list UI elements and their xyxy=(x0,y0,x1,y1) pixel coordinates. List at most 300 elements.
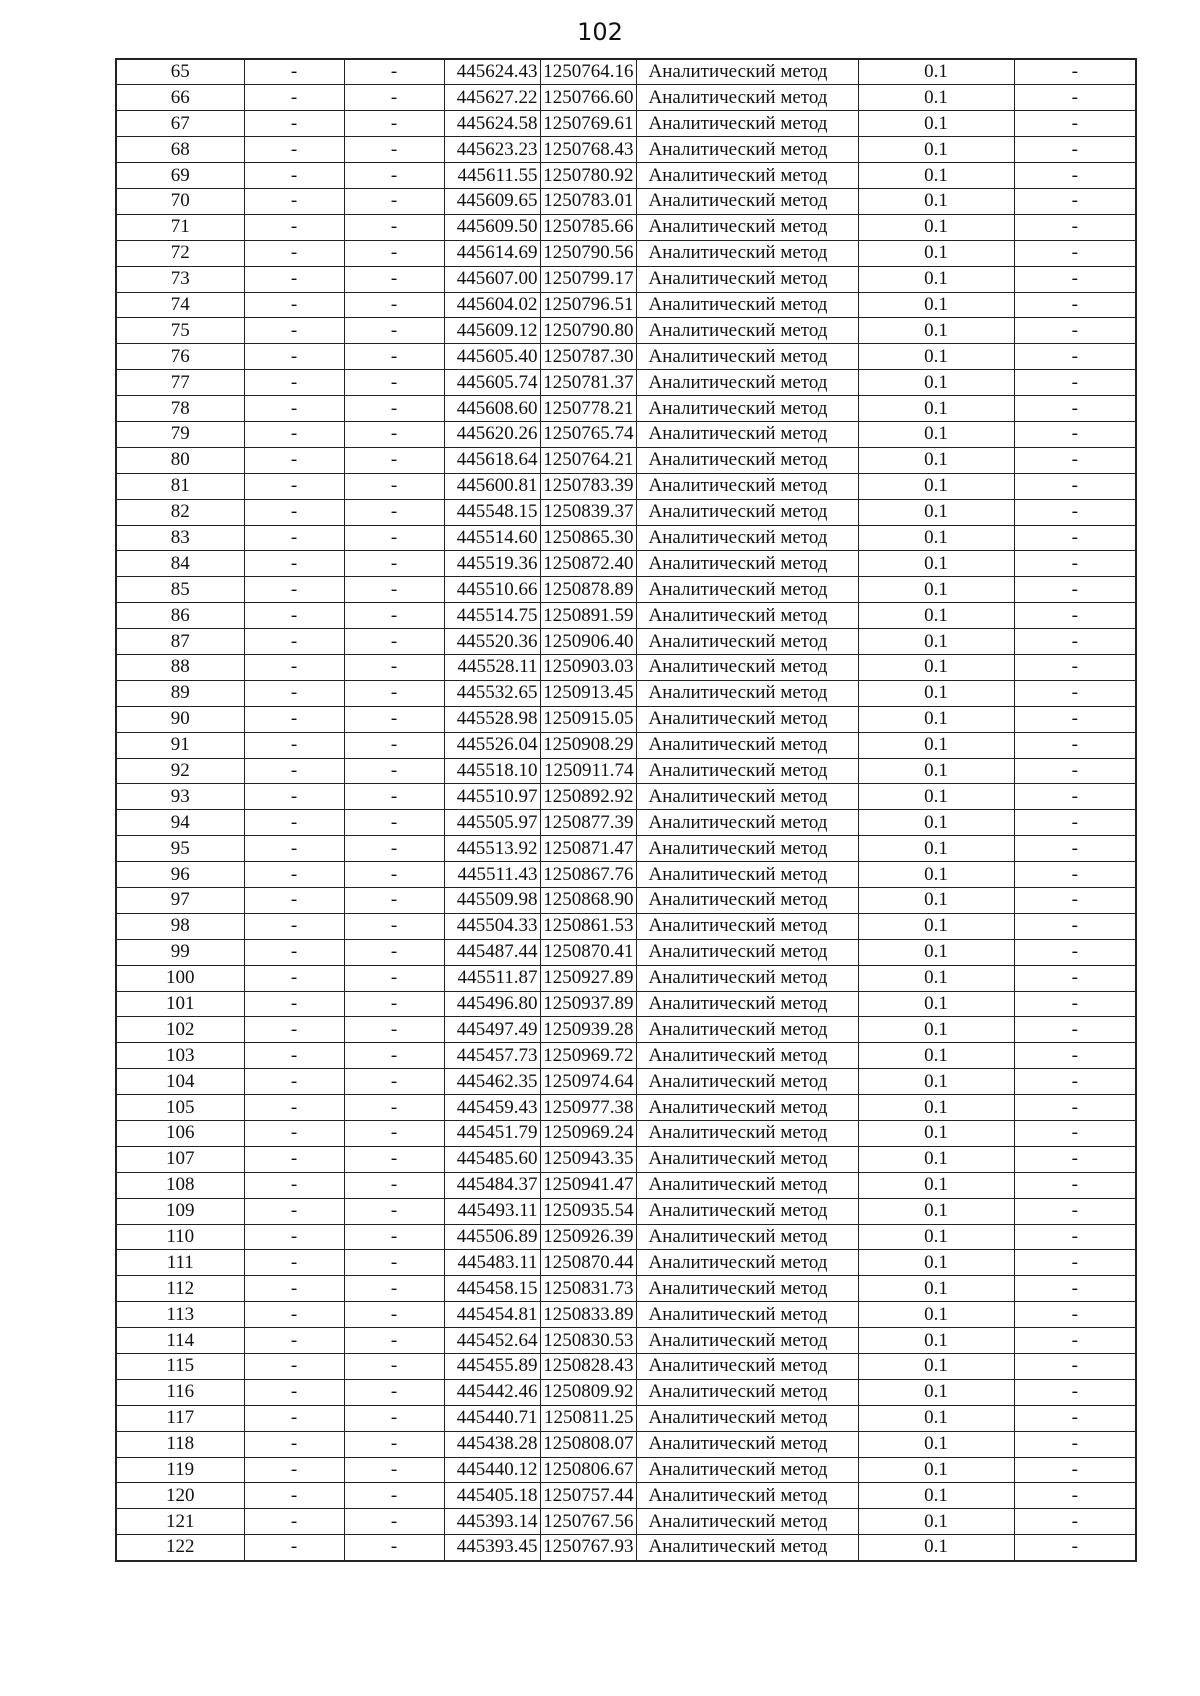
dash-cell: - xyxy=(344,654,444,680)
y-coordinate-cell: 1250908.29 xyxy=(540,732,636,758)
x-coordinate-cell: 445627.22 xyxy=(444,85,540,111)
dash-cell: - xyxy=(244,1509,344,1535)
point-number-cell: 70 xyxy=(116,188,244,214)
dash-cell: - xyxy=(1014,1069,1136,1095)
y-coordinate-cell: 1250768.43 xyxy=(540,137,636,163)
table-row xyxy=(116,965,1136,991)
accuracy-cell: 0.1 xyxy=(858,577,1014,603)
method-cell: Аналитический метод xyxy=(636,862,858,888)
accuracy-cell: 0.1 xyxy=(858,680,1014,706)
dash-cell: - xyxy=(1014,836,1136,862)
y-coordinate-cell: 1250927.89 xyxy=(540,965,636,991)
dash-cell: - xyxy=(1014,292,1136,318)
x-coordinate-cell: 445483.11 xyxy=(444,1250,540,1276)
dash-cell: - xyxy=(244,577,344,603)
method-cell: Аналитический метод xyxy=(636,603,858,629)
dash-cell: - xyxy=(344,1354,444,1380)
method-cell: Аналитический метод xyxy=(636,965,858,991)
dash-cell: - xyxy=(1014,1250,1136,1276)
method-cell: Аналитический метод xyxy=(636,577,858,603)
y-coordinate-cell: 1250943.35 xyxy=(540,1146,636,1172)
page-number: 102 xyxy=(577,18,623,46)
x-coordinate-cell: 445442.46 xyxy=(444,1379,540,1405)
dash-cell: - xyxy=(244,1017,344,1043)
y-coordinate-cell: 1250913.45 xyxy=(540,680,636,706)
table-row xyxy=(116,1095,1136,1121)
point-number-cell: 93 xyxy=(116,784,244,810)
dash-cell: - xyxy=(1014,163,1136,189)
dash-cell: - xyxy=(244,214,344,240)
x-coordinate-cell: 445609.65 xyxy=(444,188,540,214)
dash-cell: - xyxy=(244,965,344,991)
point-number-cell: 71 xyxy=(116,214,244,240)
point-number-cell: 120 xyxy=(116,1483,244,1509)
method-cell: Аналитический метод xyxy=(636,421,858,447)
dash-cell: - xyxy=(244,421,344,447)
method-cell: Аналитический метод xyxy=(636,1276,858,1302)
accuracy-cell: 0.1 xyxy=(858,836,1014,862)
accuracy-cell: 0.1 xyxy=(858,1121,1014,1147)
dash-cell: - xyxy=(1014,862,1136,888)
table-row xyxy=(116,1431,1136,1457)
point-number-cell: 66 xyxy=(116,85,244,111)
accuracy-cell: 0.1 xyxy=(858,499,1014,525)
accuracy-cell: 0.1 xyxy=(858,551,1014,577)
table-row xyxy=(116,1172,1136,1198)
dash-cell: - xyxy=(244,85,344,111)
method-cell: Аналитический метод xyxy=(636,939,858,965)
x-coordinate-cell: 445620.26 xyxy=(444,421,540,447)
y-coordinate-cell: 1250868.90 xyxy=(540,888,636,914)
table-row xyxy=(116,137,1136,163)
accuracy-cell: 0.1 xyxy=(858,473,1014,499)
x-coordinate-cell: 445454.81 xyxy=(444,1302,540,1328)
y-coordinate-cell: 1250941.47 xyxy=(540,1172,636,1198)
dash-cell: - xyxy=(344,370,444,396)
x-coordinate-cell: 445611.55 xyxy=(444,163,540,189)
x-coordinate-cell: 445548.15 xyxy=(444,499,540,525)
table-row xyxy=(116,913,1136,939)
dash-cell: - xyxy=(244,1146,344,1172)
x-coordinate-cell: 445487.44 xyxy=(444,939,540,965)
dash-cell: - xyxy=(1014,421,1136,447)
table-row xyxy=(116,240,1136,266)
dash-cell: - xyxy=(1014,240,1136,266)
method-cell: Аналитический метод xyxy=(636,810,858,836)
x-coordinate-cell: 445519.36 xyxy=(444,551,540,577)
table-row xyxy=(116,706,1136,732)
table-row xyxy=(116,1509,1136,1535)
dash-cell: - xyxy=(244,137,344,163)
dash-cell: - xyxy=(1014,939,1136,965)
table-row xyxy=(116,654,1136,680)
accuracy-cell: 0.1 xyxy=(858,137,1014,163)
dash-cell: - xyxy=(344,525,444,551)
dash-cell: - xyxy=(1014,1043,1136,1069)
point-number-cell: 79 xyxy=(116,421,244,447)
dash-cell: - xyxy=(344,1457,444,1483)
y-coordinate-cell: 1250767.93 xyxy=(540,1535,636,1561)
dash-cell: - xyxy=(244,1172,344,1198)
table-row xyxy=(116,810,1136,836)
method-cell: Аналитический метод xyxy=(636,1069,858,1095)
dash-cell: - xyxy=(1014,680,1136,706)
x-coordinate-cell: 445405.18 xyxy=(444,1483,540,1509)
method-cell: Аналитический метод xyxy=(636,1509,858,1535)
y-coordinate-cell: 1250839.37 xyxy=(540,499,636,525)
table-row xyxy=(116,836,1136,862)
x-coordinate-cell: 445604.02 xyxy=(444,292,540,318)
x-coordinate-cell: 445511.87 xyxy=(444,965,540,991)
x-coordinate-cell: 445451.79 xyxy=(444,1121,540,1147)
y-coordinate-cell: 1250878.89 xyxy=(540,577,636,603)
x-coordinate-cell: 445526.04 xyxy=(444,732,540,758)
x-coordinate-cell: 445462.35 xyxy=(444,1069,540,1095)
accuracy-cell: 0.1 xyxy=(858,1017,1014,1043)
x-coordinate-cell: 445513.92 xyxy=(444,836,540,862)
accuracy-cell: 0.1 xyxy=(858,1457,1014,1483)
point-number-cell: 80 xyxy=(116,447,244,473)
method-cell: Аналитический метод xyxy=(636,1198,858,1224)
dash-cell: - xyxy=(1014,629,1136,655)
accuracy-cell: 0.1 xyxy=(858,447,1014,473)
x-coordinate-cell: 445459.43 xyxy=(444,1095,540,1121)
y-coordinate-cell: 1250830.53 xyxy=(540,1328,636,1354)
method-cell: Аналитический метод xyxy=(636,784,858,810)
dash-cell: - xyxy=(344,1483,444,1509)
dash-cell: - xyxy=(244,680,344,706)
dash-cell: - xyxy=(1014,85,1136,111)
y-coordinate-cell: 1250808.07 xyxy=(540,1431,636,1457)
dash-cell: - xyxy=(1014,447,1136,473)
point-number-cell: 88 xyxy=(116,654,244,680)
dash-cell: - xyxy=(244,1121,344,1147)
accuracy-cell: 0.1 xyxy=(858,654,1014,680)
dash-cell: - xyxy=(1014,706,1136,732)
dash-cell: - xyxy=(1014,214,1136,240)
dash-cell: - xyxy=(1014,1121,1136,1147)
dash-cell: - xyxy=(244,344,344,370)
dash-cell: - xyxy=(244,111,344,137)
accuracy-cell: 0.1 xyxy=(858,1198,1014,1224)
dash-cell: - xyxy=(1014,810,1136,836)
x-coordinate-cell: 445514.75 xyxy=(444,603,540,629)
dash-cell: - xyxy=(344,447,444,473)
dash-cell: - xyxy=(344,1509,444,1535)
table-row xyxy=(116,888,1136,914)
table-row xyxy=(116,59,1136,85)
y-coordinate-cell: 1250764.16 xyxy=(540,59,636,85)
dash-cell: - xyxy=(344,784,444,810)
accuracy-cell: 0.1 xyxy=(858,1172,1014,1198)
dash-cell: - xyxy=(244,1250,344,1276)
dash-cell: - xyxy=(1014,525,1136,551)
dash-cell: - xyxy=(244,913,344,939)
accuracy-cell: 0.1 xyxy=(858,1354,1014,1380)
x-coordinate-cell: 445609.50 xyxy=(444,214,540,240)
accuracy-cell: 0.1 xyxy=(858,1431,1014,1457)
y-coordinate-cell: 1250799.17 xyxy=(540,266,636,292)
dash-cell: - xyxy=(1014,1354,1136,1380)
table-row xyxy=(116,1121,1136,1147)
point-number-cell: 110 xyxy=(116,1224,244,1250)
accuracy-cell: 0.1 xyxy=(858,1095,1014,1121)
accuracy-cell: 0.1 xyxy=(858,292,1014,318)
dash-cell: - xyxy=(1014,1535,1136,1561)
method-cell: Аналитический метод xyxy=(636,111,858,137)
dash-cell: - xyxy=(1014,1095,1136,1121)
y-coordinate-cell: 1250785.66 xyxy=(540,214,636,240)
dash-cell: - xyxy=(244,1276,344,1302)
dash-cell: - xyxy=(344,836,444,862)
dash-cell: - xyxy=(244,1405,344,1431)
point-number-cell: 101 xyxy=(116,991,244,1017)
accuracy-cell: 0.1 xyxy=(858,706,1014,732)
x-coordinate-cell: 445514.60 xyxy=(444,525,540,551)
accuracy-cell: 0.1 xyxy=(858,111,1014,137)
method-cell: Аналитический метод xyxy=(636,913,858,939)
x-coordinate-cell: 445506.89 xyxy=(444,1224,540,1250)
dash-cell: - xyxy=(344,421,444,447)
dash-cell: - xyxy=(244,499,344,525)
method-cell: Аналитический метод xyxy=(636,1250,858,1276)
method-cell: Аналитический метод xyxy=(636,1172,858,1198)
dash-cell: - xyxy=(344,1121,444,1147)
method-cell: Аналитический метод xyxy=(636,1431,858,1457)
accuracy-cell: 0.1 xyxy=(858,370,1014,396)
y-coordinate-cell: 1250977.38 xyxy=(540,1095,636,1121)
dash-cell: - xyxy=(1014,1457,1136,1483)
dash-cell: - xyxy=(244,1095,344,1121)
method-cell: Аналитический метод xyxy=(636,292,858,318)
table-row xyxy=(116,939,1136,965)
dash-cell: - xyxy=(344,85,444,111)
dash-cell: - xyxy=(344,1198,444,1224)
x-coordinate-cell: 445455.89 xyxy=(444,1354,540,1380)
x-coordinate-cell: 445614.69 xyxy=(444,240,540,266)
dash-cell: - xyxy=(344,499,444,525)
dash-cell: - xyxy=(1014,732,1136,758)
dash-cell: - xyxy=(1014,1224,1136,1250)
point-number-cell: 65 xyxy=(116,59,244,85)
dash-cell: - xyxy=(244,1379,344,1405)
accuracy-cell: 0.1 xyxy=(858,888,1014,914)
y-coordinate-cell: 1250828.43 xyxy=(540,1354,636,1380)
point-number-cell: 73 xyxy=(116,266,244,292)
table-row xyxy=(116,1354,1136,1380)
accuracy-cell: 0.1 xyxy=(858,732,1014,758)
accuracy-cell: 0.1 xyxy=(858,1276,1014,1302)
point-number-cell: 97 xyxy=(116,888,244,914)
accuracy-cell: 0.1 xyxy=(858,525,1014,551)
method-cell: Аналитический метод xyxy=(636,1379,858,1405)
dash-cell: - xyxy=(1014,1198,1136,1224)
point-number-cell: 87 xyxy=(116,629,244,655)
dash-cell: - xyxy=(1014,1302,1136,1328)
table-row xyxy=(116,344,1136,370)
y-coordinate-cell: 1250767.56 xyxy=(540,1509,636,1535)
dash-cell: - xyxy=(244,240,344,266)
method-cell: Аналитический метод xyxy=(636,1043,858,1069)
dash-cell: - xyxy=(1014,473,1136,499)
dash-cell: - xyxy=(344,1535,444,1561)
dash-cell: - xyxy=(344,1146,444,1172)
dash-cell: - xyxy=(244,758,344,784)
dash-cell: - xyxy=(244,810,344,836)
method-cell: Аналитический метод xyxy=(636,396,858,422)
dash-cell: - xyxy=(1014,1483,1136,1509)
dash-cell: - xyxy=(1014,1431,1136,1457)
accuracy-cell: 0.1 xyxy=(858,939,1014,965)
method-cell: Аналитический метод xyxy=(636,888,858,914)
dash-cell: - xyxy=(244,732,344,758)
point-number-cell: 78 xyxy=(116,396,244,422)
accuracy-cell: 0.1 xyxy=(858,1224,1014,1250)
dash-cell: - xyxy=(244,629,344,655)
dash-cell: - xyxy=(344,965,444,991)
accuracy-cell: 0.1 xyxy=(858,421,1014,447)
point-number-cell: 82 xyxy=(116,499,244,525)
table-row xyxy=(116,111,1136,137)
dash-cell: - xyxy=(244,1483,344,1509)
accuracy-cell: 0.1 xyxy=(858,1405,1014,1431)
method-cell: Аналитический метод xyxy=(636,1405,858,1431)
method-cell: Аналитический метод xyxy=(636,1121,858,1147)
accuracy-cell: 0.1 xyxy=(858,59,1014,85)
dash-cell: - xyxy=(344,706,444,732)
y-coordinate-cell: 1250861.53 xyxy=(540,913,636,939)
dash-cell: - xyxy=(344,1069,444,1095)
dash-cell: - xyxy=(344,1043,444,1069)
y-coordinate-cell: 1250870.44 xyxy=(540,1250,636,1276)
table-row xyxy=(116,1457,1136,1483)
dash-cell: - xyxy=(344,318,444,344)
x-coordinate-cell: 445509.98 xyxy=(444,888,540,914)
point-number-cell: 115 xyxy=(116,1354,244,1380)
dash-cell: - xyxy=(244,1198,344,1224)
point-number-cell: 106 xyxy=(116,1121,244,1147)
table-row xyxy=(116,266,1136,292)
table-row xyxy=(116,732,1136,758)
point-number-cell: 100 xyxy=(116,965,244,991)
method-cell: Аналитический метод xyxy=(636,1483,858,1509)
y-coordinate-cell: 1250969.72 xyxy=(540,1043,636,1069)
method-cell: Аналитический метод xyxy=(636,266,858,292)
dash-cell: - xyxy=(1014,1328,1136,1354)
y-coordinate-cell: 1250780.92 xyxy=(540,163,636,189)
x-coordinate-cell: 445528.98 xyxy=(444,706,540,732)
method-cell: Аналитический метод xyxy=(636,732,858,758)
method-cell: Аналитический метод xyxy=(636,1302,858,1328)
x-coordinate-cell: 445511.43 xyxy=(444,862,540,888)
dash-cell: - xyxy=(244,59,344,85)
accuracy-cell: 0.1 xyxy=(858,1535,1014,1561)
dash-cell: - xyxy=(344,603,444,629)
dash-cell: - xyxy=(344,59,444,85)
accuracy-cell: 0.1 xyxy=(858,318,1014,344)
y-coordinate-cell: 1250891.59 xyxy=(540,603,636,629)
dash-cell: - xyxy=(244,991,344,1017)
table-row xyxy=(116,1302,1136,1328)
y-coordinate-cell: 1250757.44 xyxy=(540,1483,636,1509)
accuracy-cell: 0.1 xyxy=(858,188,1014,214)
dash-cell: - xyxy=(344,758,444,784)
x-coordinate-cell: 445393.45 xyxy=(444,1535,540,1561)
y-coordinate-cell: 1250865.30 xyxy=(540,525,636,551)
x-coordinate-cell: 445505.97 xyxy=(444,810,540,836)
point-number-cell: 91 xyxy=(116,732,244,758)
x-coordinate-cell: 445438.28 xyxy=(444,1431,540,1457)
accuracy-cell: 0.1 xyxy=(858,240,1014,266)
point-number-cell: 99 xyxy=(116,939,244,965)
dash-cell: - xyxy=(244,473,344,499)
point-number-cell: 108 xyxy=(116,1172,244,1198)
y-coordinate-cell: 1250937.89 xyxy=(540,991,636,1017)
accuracy-cell: 0.1 xyxy=(858,913,1014,939)
table-row xyxy=(116,1017,1136,1043)
table-row xyxy=(116,214,1136,240)
table-row xyxy=(116,758,1136,784)
table-row xyxy=(116,1535,1136,1561)
dash-cell: - xyxy=(1014,266,1136,292)
x-coordinate-cell: 445608.60 xyxy=(444,396,540,422)
point-number-cell: 89 xyxy=(116,680,244,706)
table-row xyxy=(116,1405,1136,1431)
method-cell: Аналитический метод xyxy=(636,629,858,655)
method-cell: Аналитический метод xyxy=(636,1017,858,1043)
dash-cell: - xyxy=(244,1354,344,1380)
y-coordinate-cell: 1250969.24 xyxy=(540,1121,636,1147)
point-number-cell: 90 xyxy=(116,706,244,732)
point-number-cell: 74 xyxy=(116,292,244,318)
point-number-cell: 102 xyxy=(116,1017,244,1043)
table-row xyxy=(116,292,1136,318)
y-coordinate-cell: 1250915.05 xyxy=(540,706,636,732)
accuracy-cell: 0.1 xyxy=(858,862,1014,888)
dash-cell: - xyxy=(344,396,444,422)
y-coordinate-cell: 1250781.37 xyxy=(540,370,636,396)
y-coordinate-cell: 1250787.30 xyxy=(540,344,636,370)
method-cell: Аналитический метод xyxy=(636,240,858,266)
dash-cell: - xyxy=(244,1535,344,1561)
method-cell: Аналитический метод xyxy=(636,1328,858,1354)
dash-cell: - xyxy=(1014,370,1136,396)
dash-cell: - xyxy=(1014,344,1136,370)
point-number-cell: 72 xyxy=(116,240,244,266)
method-cell: Аналитический метод xyxy=(636,447,858,473)
accuracy-cell: 0.1 xyxy=(858,965,1014,991)
dash-cell: - xyxy=(1014,111,1136,137)
dash-cell: - xyxy=(1014,654,1136,680)
table-row xyxy=(116,85,1136,111)
point-number-cell: 95 xyxy=(116,836,244,862)
dash-cell: - xyxy=(244,836,344,862)
x-coordinate-cell: 445393.14 xyxy=(444,1509,540,1535)
dash-cell: - xyxy=(344,1302,444,1328)
method-cell: Аналитический метод xyxy=(636,318,858,344)
dash-cell: - xyxy=(1014,784,1136,810)
dash-cell: - xyxy=(344,344,444,370)
y-coordinate-cell: 1250871.47 xyxy=(540,836,636,862)
dash-cell: - xyxy=(244,370,344,396)
dash-cell: - xyxy=(1014,137,1136,163)
table-row xyxy=(116,862,1136,888)
y-coordinate-cell: 1250783.39 xyxy=(540,473,636,499)
accuracy-cell: 0.1 xyxy=(858,784,1014,810)
x-coordinate-cell: 445605.40 xyxy=(444,344,540,370)
table-row xyxy=(116,1276,1136,1302)
accuracy-cell: 0.1 xyxy=(858,1069,1014,1095)
